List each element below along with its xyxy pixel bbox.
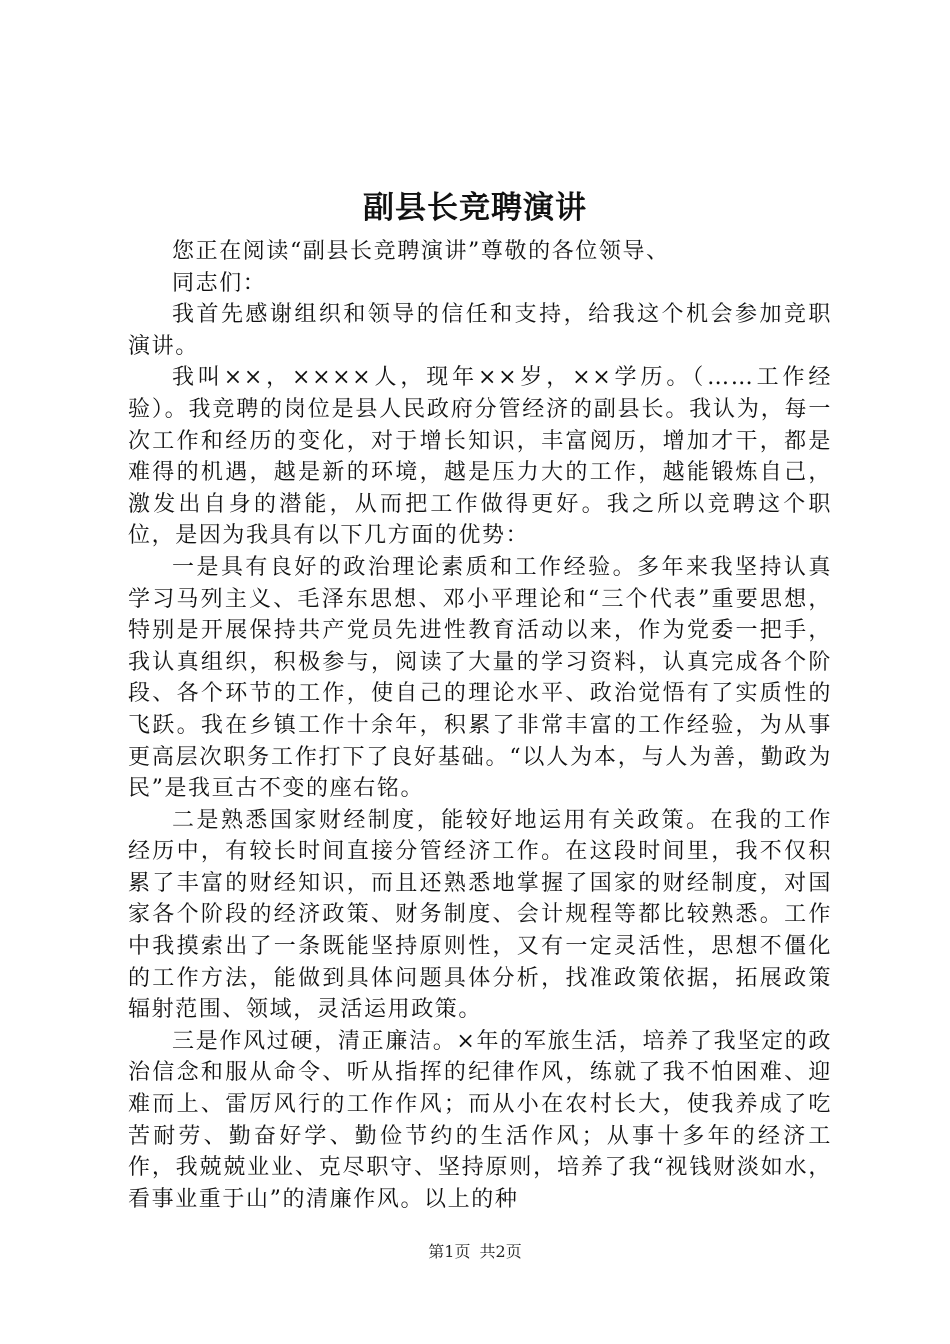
paragraph-reading-notice: 您正在阅读“副县长竞聘演讲”尊敬的各位领导、 (172, 239, 670, 264)
paragraph-introduction: 我叫××，××××人，现年××岁，××学历。（……工作经验）。我竞聘的岗位是县人民政府分管经济的副县长。我认为，每一次工作和经历的变化，对于增长知识，丰富阅历，增加才干，都是难得的机遇，越是新的环境，越是压力大的工作，越能锻炼自己，激发出自身的潜能，从而把工作做得更好。我之所以竞聘这个职位，是因为我具有以下几方面的优势： (128, 365, 832, 549)
paragraph-advantage-two: 二是熟悉国家财经制度，能较好地运用有关政策。在我的工作经历中，有较长时间直接分管经济工作。在这段时间里，我不仅积累了丰富的财经知识，而且还熟悉地掌握了国家的财经制度，对国家各个阶段的经济政策、财务制度、会计规程等都比较熟悉。工作中我摸索出了一条既能坚持原则性，又有一定灵活性，思想不僵化的工作方法，能做到具体问题具体分析，找准政策依据，拓展政策辐射范围、领域，灵活运用政策。 (128, 807, 832, 1023)
document-title: 副县长竞聘演讲 (363, 190, 587, 226)
page-number: 第1页 (428, 1242, 471, 1261)
page-footer (0, 1240, 950, 1264)
document-body (128, 236, 832, 1215)
paragraph-advantage-one: 一是具有良好的政治理论素质和工作经验。多年来我坚持认真学习马列主义、毛泽东思想、邓小平理论和“三个代表”重要思想，特别是开展保持共产党员先进性教育活动以来，作为党委一把手，我认真组织，积极参与，阅读了大量的学习资料，认真完成各个阶段、各个环节的工作，使自己的理论水平、政治觉悟有了实质性的飞跃。我在乡镇工作十余年，积累了非常丰富的工作经验，为从事更高层次职务工作打下了良好基础。“以人为本，与人为善，勤政为民”是我亘古不变的座右铭。 (128, 554, 832, 802)
paragraph-thanks: 我首先感谢组织和领导的信任和支持，给我这个机会参加竞职演讲。 (128, 302, 832, 359)
paragraph-salutation: 同志们： (172, 270, 267, 296)
paragraph-advantage-three: 三是作风过硬，清正廉洁。×年的军旅生活，培养了我坚定的政治信念和服从命令、听从指挥的纪律作风，练就了我不怕困难、迎难而上、雷厉风行的工作作风；而从小在农村长大，使我养成了吃苦耐劳、勤奋好学、勤俭节约的生活作风；从事十多年的经济工作，我兢兢业业、克尽职守、坚持原则，培养了我“视钱财淡如水，看事业重于山”的清廉作风。以上的种 (128, 1028, 832, 1212)
page-total: 共2页 (479, 1242, 522, 1261)
